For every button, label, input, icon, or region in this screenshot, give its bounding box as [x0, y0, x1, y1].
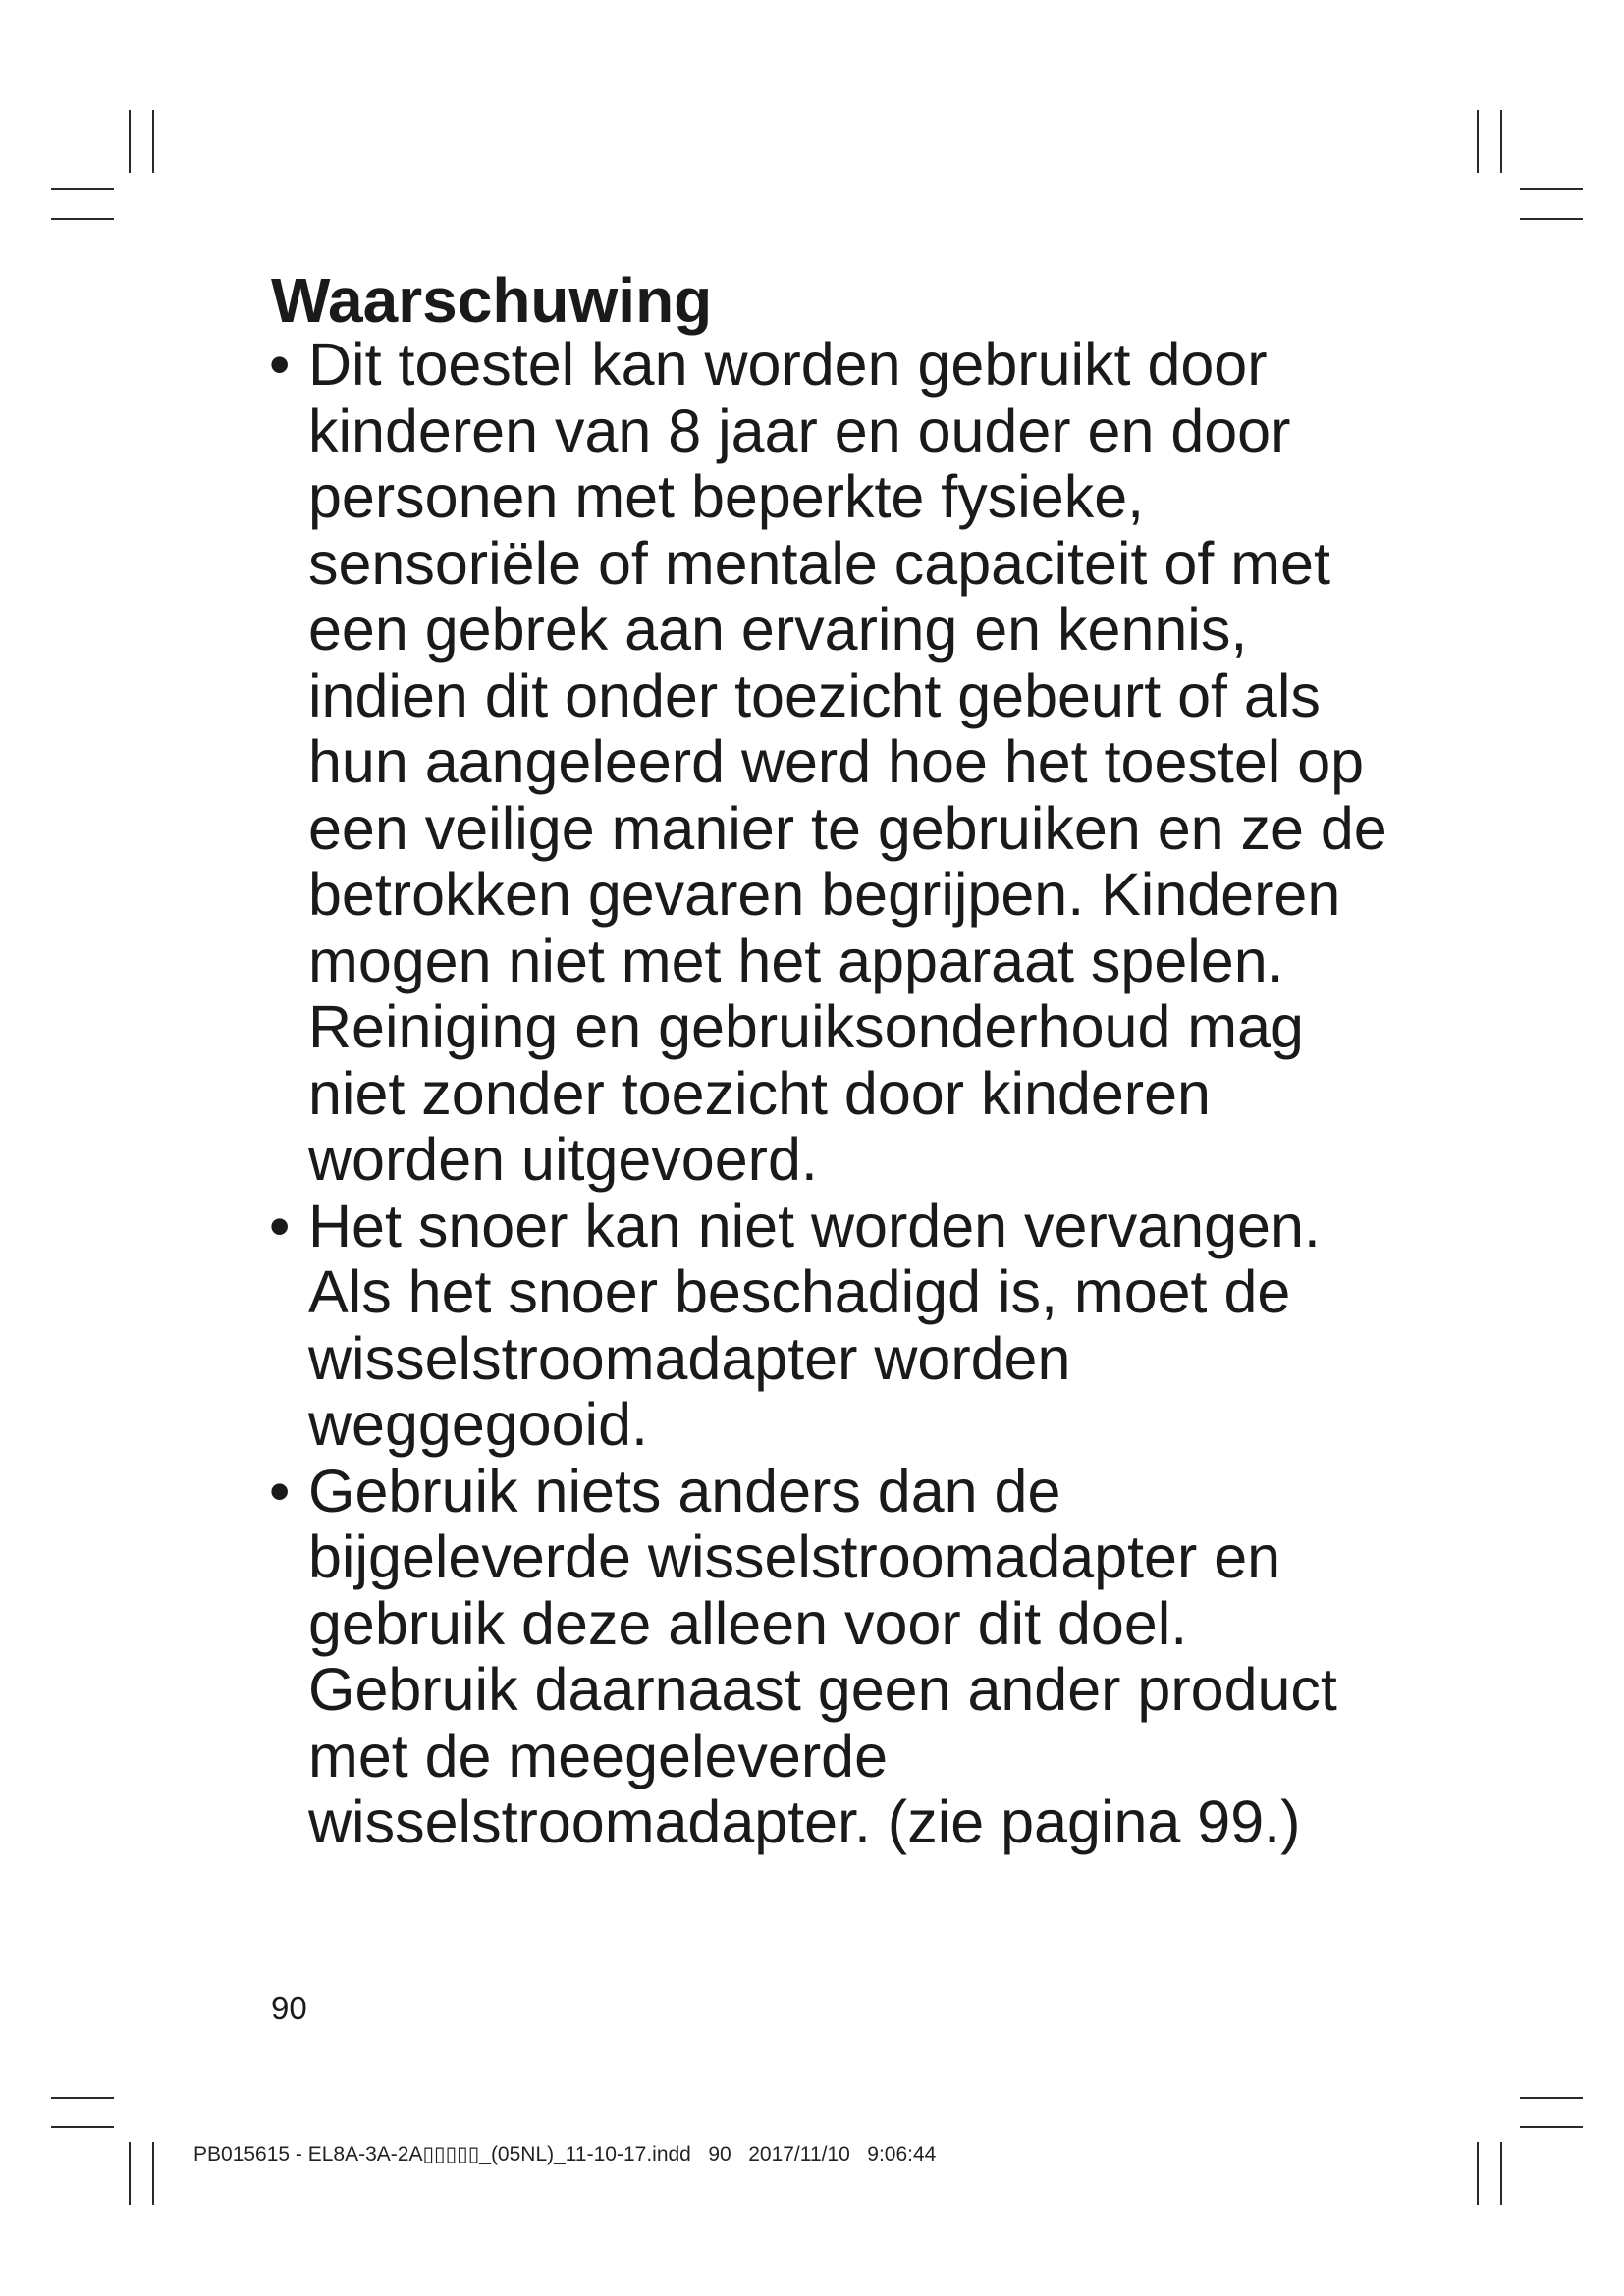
crop-mark [51, 2126, 114, 2128]
list-item-text: Dit toestel kan worden gebruikt door kinderen van 8 jaar en ouder en door personen met beperkte fysieke, sensoriële of mentale capaciteit of met een gebrek aan ervaring en kennis, indien dit onder toezicht gebeurt of als hun aangeleerd werd hoe het toestel op een veilige manier te gebruiken en ze de betrokken gevaren begrijpen. Kinderen mogen niet met het apparaat spelen. Reiniging en gebruiksonderhoud mag niet zonder toezicht door kinderen worden uitgevoerd. [308, 331, 1387, 1193]
list-item-text: Gebruik niets anders dan de bijgeleverde wisselstroomadapter en gebruik deze alleen voor dit doel. Gebruik daarnaast geen ander product met de meegeleverde wisselstroomadapter. (zie pagina 99.) [308, 1457, 1337, 1855]
crop-mark [1477, 2142, 1479, 2205]
crop-mark [1520, 2126, 1583, 2128]
crop-mark [51, 218, 114, 220]
bullet-icon: • [269, 1192, 291, 1259]
list-item [269, 1459, 1388, 1856]
print-slug: PB015615 - EL8A-3A-2A▯▯▯▯▯_(05NL)_11-10-17.indd 90 2017/11/10 9:06:44 [193, 2143, 937, 2165]
crop-mark [1520, 2097, 1583, 2099]
crop-mark [152, 2142, 154, 2205]
crop-mark [129, 110, 131, 173]
list-item [269, 332, 1388, 1194]
list-item [269, 1194, 1388, 1459]
crop-mark [1500, 110, 1502, 173]
crop-mark [1477, 110, 1479, 173]
list-item-text: Het snoer kan niet worden vervangen. Als het snoer beschadigd is, moet de wisselstroomadapter worden weggegooid. [308, 1192, 1321, 1458]
crop-mark [51, 188, 114, 190]
warning-list [269, 332, 1388, 1856]
page-number: 90 [271, 1990, 307, 2026]
warning-heading: Waarschuwing [271, 265, 713, 336]
bullet-icon: • [269, 331, 291, 398]
crop-mark [1520, 218, 1583, 220]
crop-mark [1500, 2142, 1502, 2205]
crop-mark [129, 2142, 131, 2205]
bullet-icon: • [269, 1457, 291, 1524]
crop-mark [51, 2097, 114, 2099]
crop-mark [1520, 188, 1583, 190]
crop-mark [152, 110, 154, 173]
